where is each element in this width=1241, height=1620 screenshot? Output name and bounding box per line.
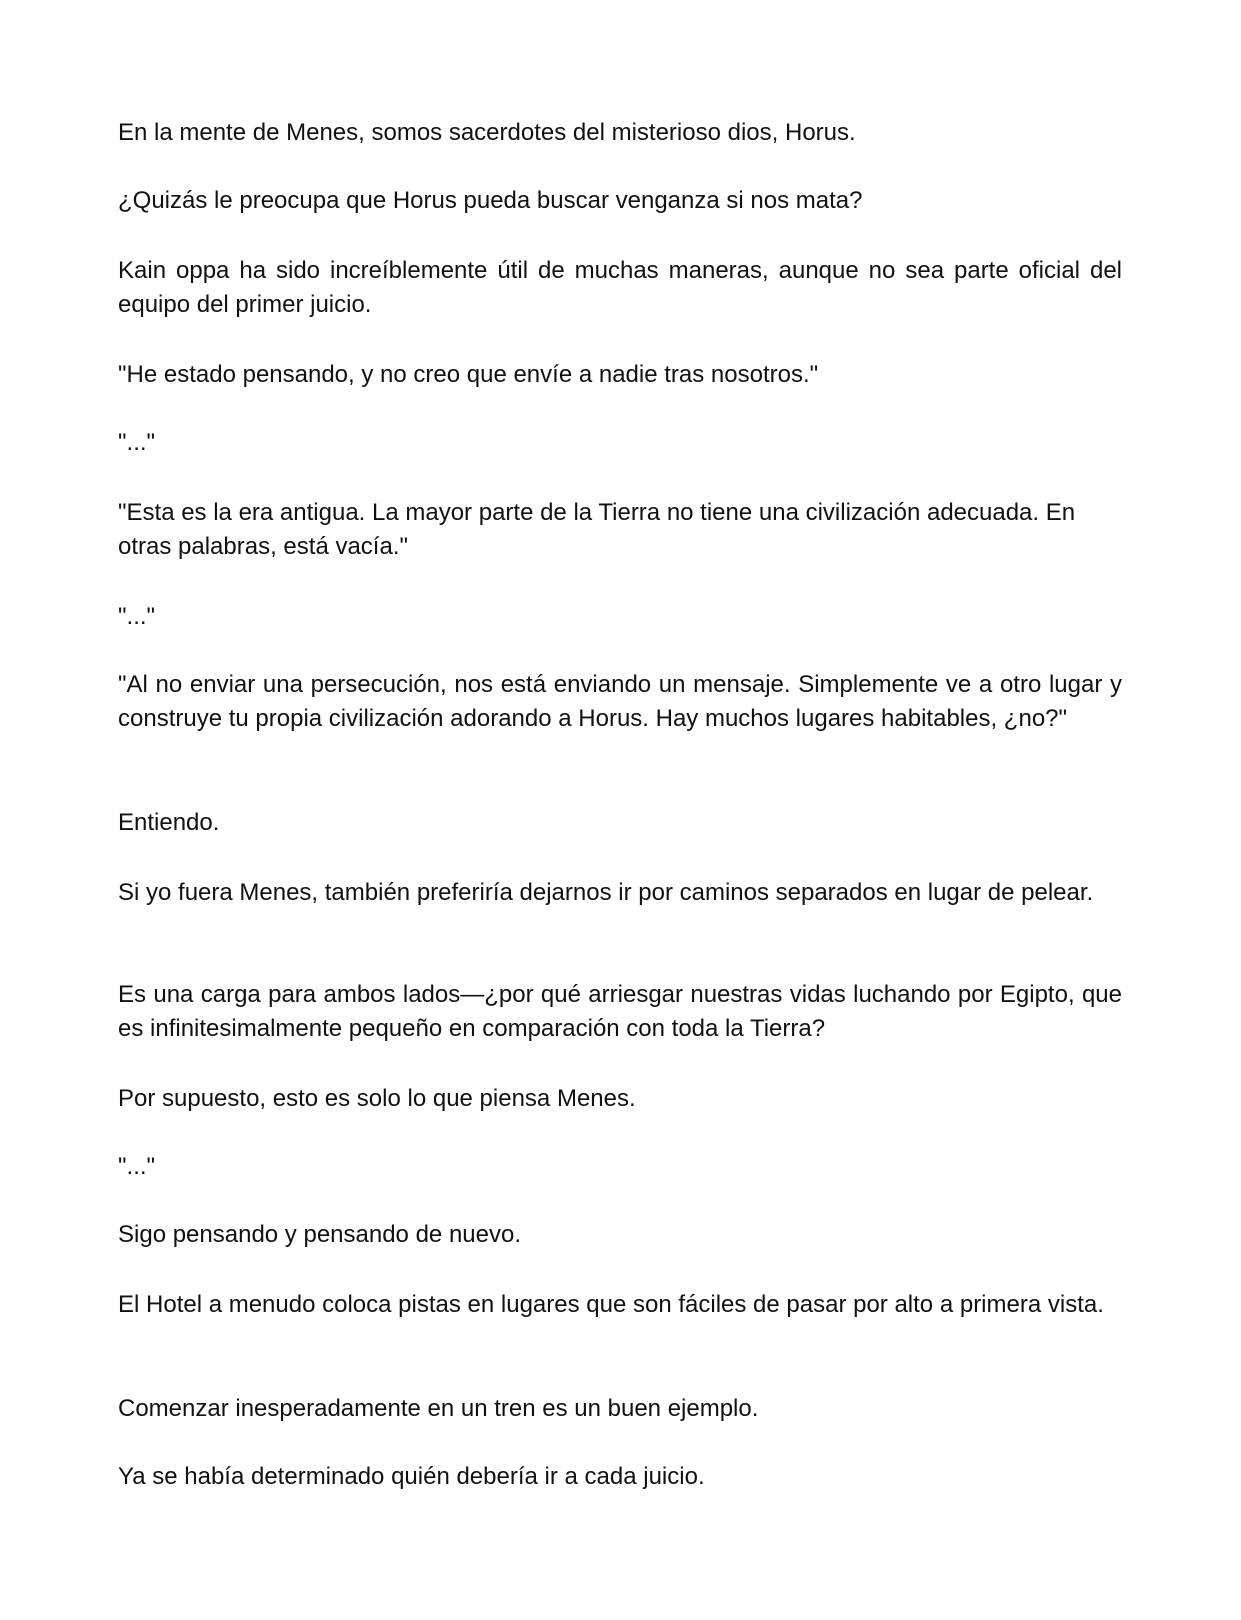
paragraph: Si yo fuera Menes, también preferiría dejarnos ir por caminos separados en lugar de pelear. [118,879,1094,906]
paragraph: Kain oppa ha sido increíblemente útil de muchas maneras, aunque no sea parte oficial del equipo del primer juicio. [118,257,1122,318]
paragraph: "Esta es la era antigua. La mayor parte de la Tierra no tiene una civilización adecuada. En otras palabras, está vacía." [118,499,1076,560]
paragraph: Es una carga para ambos lados—¿por qué arriesgar nuestras vidas luchando por Egipto, que es infinitesimalmente pequeño en comparación con toda la Tierra? [118,981,1122,1042]
paragraph: "..." [118,1153,156,1180]
paragraph: "..." [118,429,156,456]
paragraph: En la mente de Menes, somos sacerdotes del misterioso dios, Horus. [118,119,856,146]
paragraph: El Hotel a menudo coloca pistas en lugares que son fáciles de pasar por alto a primera vista. [118,1291,1104,1318]
paragraph: ¿Quizás le preocupa que Horus pueda buscar venganza si nos mata? [118,187,863,214]
paragraph: Entiendo. [118,809,220,836]
paragraph: Sigo pensando y pensando de nuevo. [118,1221,521,1248]
paragraph: Ya se había determinado quién debería ir a cada juicio. [118,1463,705,1490]
paragraph: Comenzar inesperadamente en un tren es un buen ejemplo. [118,1395,759,1422]
paragraph: "Al no enviar una persecución, nos está enviando un mensaje. Simplemente ve a otro lugar y construye tu propia civilización adorando a Horus. Hay muchos lugares habitables, ¿no?" [118,671,1122,732]
paragraph: "..." [118,603,156,630]
paragraph: Por supuesto, esto es solo lo que piensa Menes. [118,1085,636,1112]
paragraph: "He estado pensando, y no creo que envíe a nadie tras nosotros." [118,361,819,388]
